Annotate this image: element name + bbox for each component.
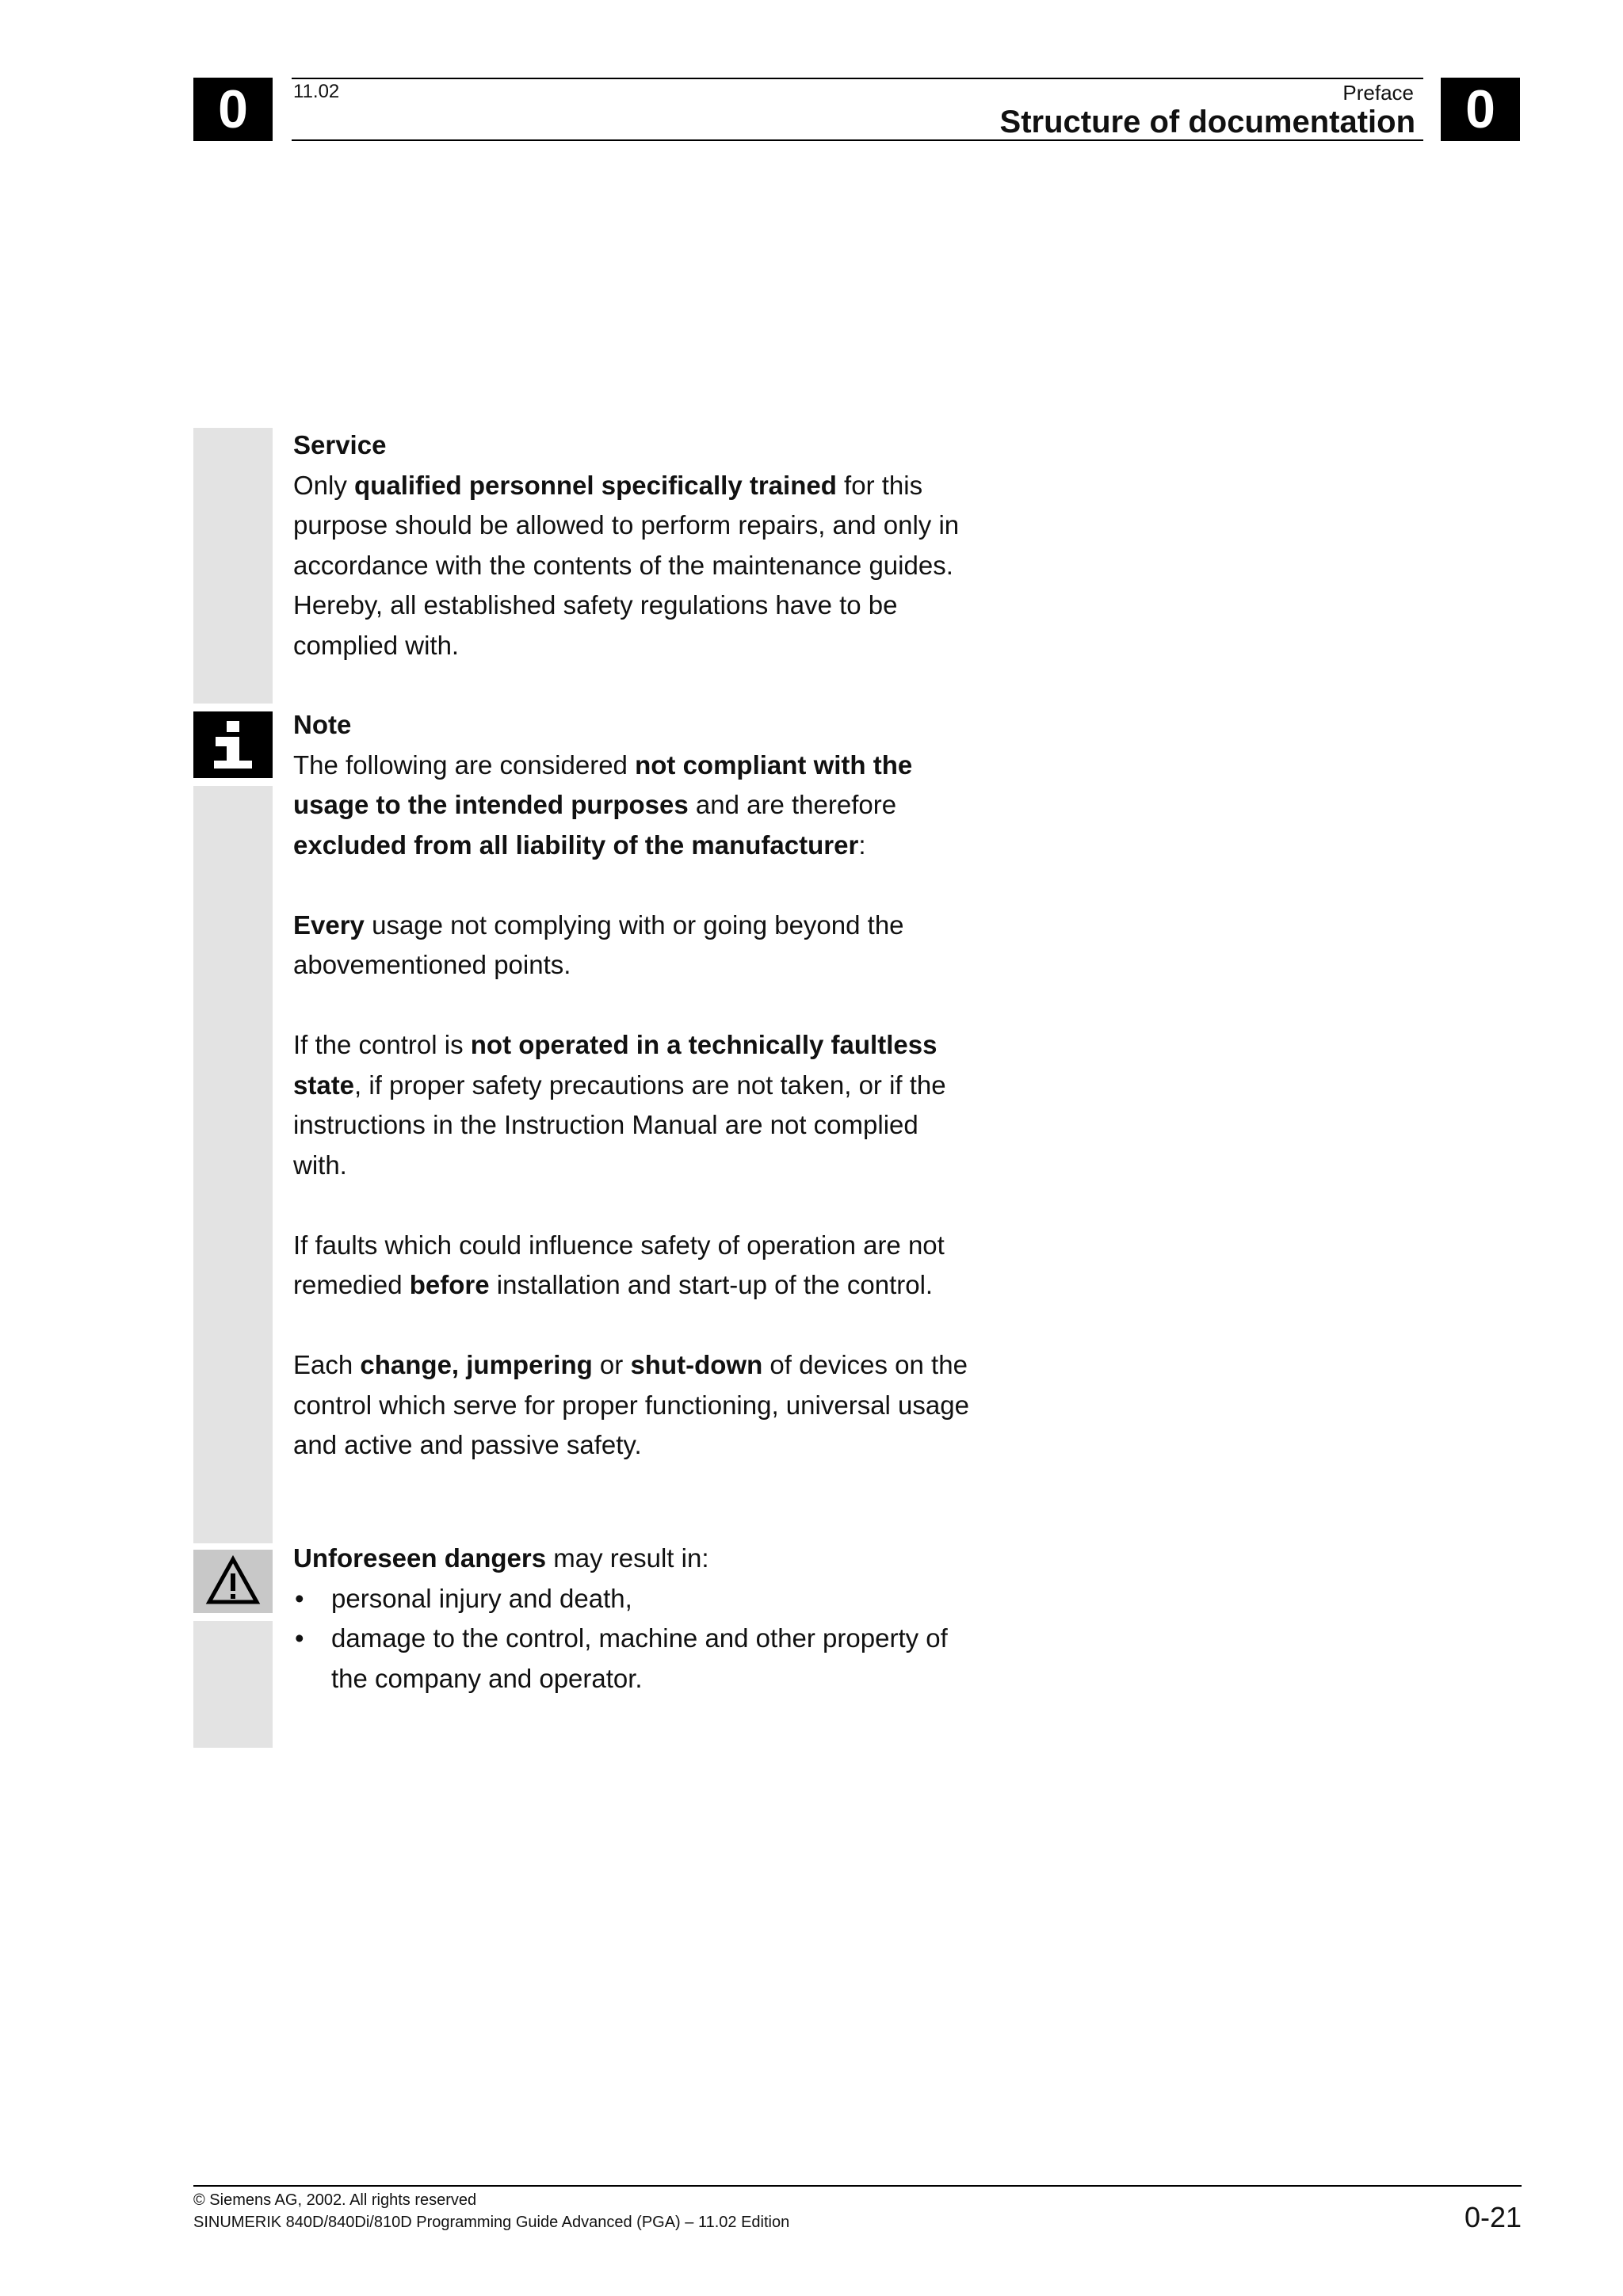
- text-run: The following are considered: [293, 749, 636, 780]
- bold-run: Unforeseen dangers: [293, 1543, 547, 1573]
- header-rule-top: [292, 78, 1423, 79]
- note-paragraph-5: [293, 1345, 975, 1466]
- chapter-number-right: 0: [1441, 78, 1520, 141]
- header-date: 11.02: [293, 81, 340, 102]
- footer-rule: [193, 2185, 1522, 2187]
- bold-run: shut-down: [630, 1350, 763, 1379]
- note-paragraph-2: [293, 906, 975, 986]
- list-item: • personal injury and death,: [293, 1579, 975, 1619]
- service-paragraph: [293, 466, 975, 666]
- bold-run: not compliant with the usage to the intended purposes: [293, 749, 913, 819]
- bold-run: Every: [293, 910, 365, 940]
- note-heading: Note: [293, 710, 352, 739]
- danger-section: [293, 1539, 975, 1699]
- text-run: or: [592, 1350, 631, 1379]
- list-item: • damage to the control, machine and other property of the company and operator.: [293, 1619, 975, 1699]
- text-run: of devices on the control which serve for proper functioning, universal usage and active and passive safety.: [293, 1350, 969, 1459]
- danger-intro: [293, 1539, 975, 1579]
- bold-run: qualified personnel specifically trained: [354, 470, 837, 500]
- margin-bar-service: [193, 428, 273, 704]
- danger-list: [293, 1579, 975, 1699]
- note-paragraph-1: [293, 746, 975, 866]
- page-number: 0-21: [1464, 2201, 1522, 2233]
- note-paragraph-4: [293, 1226, 975, 1306]
- service-heading: Service: [293, 430, 387, 460]
- header-section: Preface: [1342, 81, 1414, 105]
- text-run: If the control is: [293, 1030, 471, 1059]
- text-run: usage not complying with or going beyond the abovementioned points.: [293, 910, 904, 979]
- text-run: and are therefore: [688, 790, 897, 819]
- info-icon: [193, 711, 273, 778]
- text-run: installation and start-up of the control.: [489, 1270, 934, 1299]
- service-section: [293, 425, 975, 666]
- footer-product: SINUMERIK 840D/840Di/810D Programming Guide Advanced (PGA) – 11.02 Edition: [193, 2214, 790, 2231]
- margin-bar-danger: [193, 1621, 273, 1748]
- text-run: Each: [293, 1350, 361, 1379]
- chapter-number-left: 0: [193, 78, 273, 141]
- text-run: :: [858, 830, 866, 860]
- margin-bar-note: [193, 786, 273, 1543]
- text-run: for this purpose should be allowed to perform repairs, and only in accordance with the contents of the maintenance guides. Hereby, all established safety regulations have to be complied with.: [293, 470, 960, 660]
- note-paragraph-3: [293, 1025, 975, 1185]
- bold-run: change, jumpering: [360, 1350, 593, 1379]
- text-run: may result in:: [546, 1543, 709, 1573]
- bold-run: not operated in a technically faultless state: [293, 1030, 938, 1100]
- warning-triangle-icon: [193, 1550, 273, 1613]
- text-run: If faults which could influence safety of operation are not remedied: [293, 1230, 945, 1299]
- text-run: , if proper safety precautions are not taken, or if the instructions in the Instruction Manual are not complied with.: [293, 1070, 946, 1180]
- header-rule-bottom: [292, 139, 1423, 141]
- page-title: Structure of documentation: [999, 105, 1415, 139]
- text-run: Only: [293, 470, 355, 500]
- bold-run: before: [409, 1270, 490, 1299]
- note-section: [293, 705, 975, 1466]
- footer-copyright: © Siemens AG, 2002. All rights reserved: [193, 2191, 477, 2209]
- bold-run: excluded from all liability of the manufacturer: [293, 830, 859, 860]
